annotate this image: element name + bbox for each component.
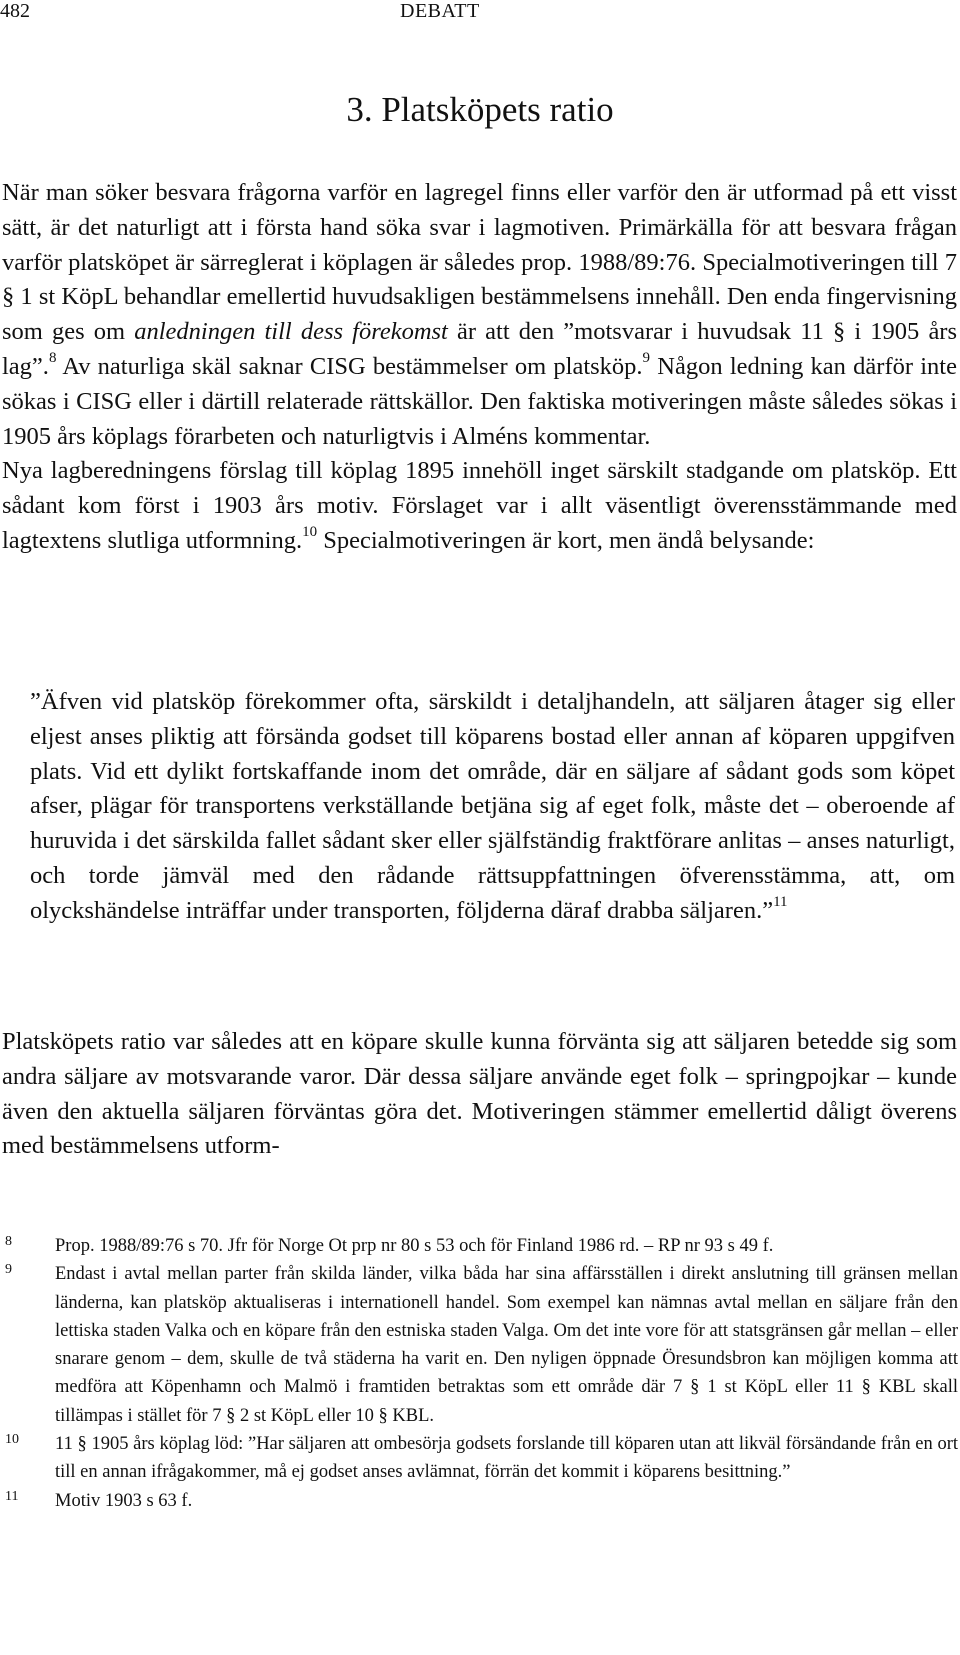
- paragraph-1-text-a: När man söker besvara frågorna varför en lagregel finns eller varför den är utformad på ett visst sätt, är det naturligt att i första hand söka svar i lagmotiven. Primärkälla för att besvara frågan varför platsköpet är särreglerat i köplagen är således prop. 1988/89:76. Specialmotiveringen till 7 § 1 st KöpL behandlar emellertid huvudsakligen bestämmelsens innehåll. Den enda fingervisning som ges om: [2, 179, 957, 346]
- paragraph-3: [2, 1025, 957, 1164]
- footnote-11: [0, 1487, 958, 1515]
- footnote-8: [0, 1232, 958, 1260]
- running-head: DEBATT: [400, 0, 480, 22]
- footnote-ref-8[interactable]: 8: [48, 349, 57, 366]
- footnote-10: [0, 1430, 958, 1487]
- footnote-number: 11: [5, 1488, 19, 1504]
- paragraph-1-text-d: Någon ledning kan därför inte sökas i CISG eller i därtill relaterade rättskällor. Den faktiska motiveringen måste således sökas i 1905 års köplags förarbeten och naturligtvis i Alméns kommentar.: [2, 352, 957, 450]
- paragraph-2-text-b: Specialmotiveringen är kort, men ändå belysande:: [317, 526, 815, 554]
- footnote-number: 8: [5, 1234, 12, 1249]
- footnote-number: 10: [5, 1432, 19, 1448]
- footnote-number: 9: [5, 1262, 12, 1278]
- paragraph-1-text-b: är att den ”motsvarar i huvudsak 11 § i 1905 års lag”.: [2, 318, 958, 380]
- footnote-text: Prop. 1988/89:76 s 70. Jfr för Norge Ot prp nr 80 s 53 och för Finland 1986 rd. – RP nr 93 s 49 f.: [55, 1236, 774, 1256]
- footnote-text: Endast i avtal mellan parter från skilda länder, vilka båda har sina affärsställen i direkt anslutning till gränsen mellan länderna, kan platsköp aktualiseras i internationell handel. Som exempel kan nämnas avtal mellan en säljare från den lettiska staden Valka och en köpare från den estniska staden Valga. Om det inte vore för att statsgränsen går mellan – eller snarare genom – dem, skulle de två städerna ha varit en. Den nyligen öppnade Öresundsbron kan möjligen komma att medföra att Köpenhamn och Malmö i framtiden betraktas som ett område där 7 § 1 st KöpL eller 11 § KBL skall tillämpas i stället för 7 § 2 st KöpL eller 10 § KBL.: [55, 1264, 958, 1426]
- footnote-ref-10[interactable]: 10: [302, 523, 318, 540]
- section-title: 3. Platsköpets ratio: [346, 90, 614, 129]
- body-text: [2, 176, 957, 559]
- paragraph-1-emphasis: anledningen till dess förekomst: [134, 318, 448, 346]
- paragraph-2: [2, 454, 957, 558]
- paragraph-2-text-a: Nya lagberedningens förslag till köplag 1895 innehöll inget särskilt stadgande om platsköp. Ett sådant kom först i 1903 års motiv. Förslaget var i allt väsentligt överensstämmande med lagtextens slutliga utformning.: [2, 457, 957, 554]
- footnote-text: Motiv 1903 s 63 f.: [55, 1490, 193, 1511]
- footnotes: [0, 1232, 958, 1515]
- page-header: [0, 0, 960, 26]
- page-number: 482: [0, 0, 30, 22]
- footnote-ref-9[interactable]: 9: [642, 349, 651, 366]
- paragraph-1: [2, 176, 957, 454]
- footnote-ref-11[interactable]: 11: [773, 893, 788, 910]
- paragraph-1-text-c: Av naturliga skäl saknar CISG bestämmelser om platsköp.: [56, 352, 643, 380]
- paragraph-3-text: Platsköpets ratio var således att en köpare skulle kunna förvänta sig att säljaren betedde sig som andra säljare av motsvarande varor. Där dessa säljare använde eget folk – springpojkar – kunde även den aktuella säljaren förväntas göra det. Motiveringen stämmer emellertid dåligt överens med bestämmelsens utform-: [2, 1028, 957, 1160]
- footnote-9: [0, 1260, 958, 1430]
- block-quote: [30, 685, 955, 929]
- quote-text: ”Äfven vid platsköp förekommer ofta, särskildt i detaljhandeln, att säljaren åtager sig eller eljest anses pliktig att försända godset till köparens bostad eller annan af köparen uppgifven plats. Vid ett dylikt fortskaffande inom det område, där en säljare af sådant gods som köpet afser, plägar för transportens verkställande betjäna sig af eget folk, måste det – oberoende af huruvida i det särskilda fallet sådant sker eller själfständig fraktförare anlitas – anses naturligt, och torde jämväl med den rådande rättsuppfattningen öfverensstämma, att, om olyckshändelse inträffar under transporten, följderna däraf drabba säljaren.”: [30, 688, 955, 924]
- footnote-text: 11 § 1905 års köplag löd: ”Har säljaren att ombesörja godsets forslande till köparen utan att likväl försändande från en ort till en annan ifrågakommer, må ej godset anses avlämnat, förrän det kommit i köparens besittning.”: [55, 1434, 958, 1483]
